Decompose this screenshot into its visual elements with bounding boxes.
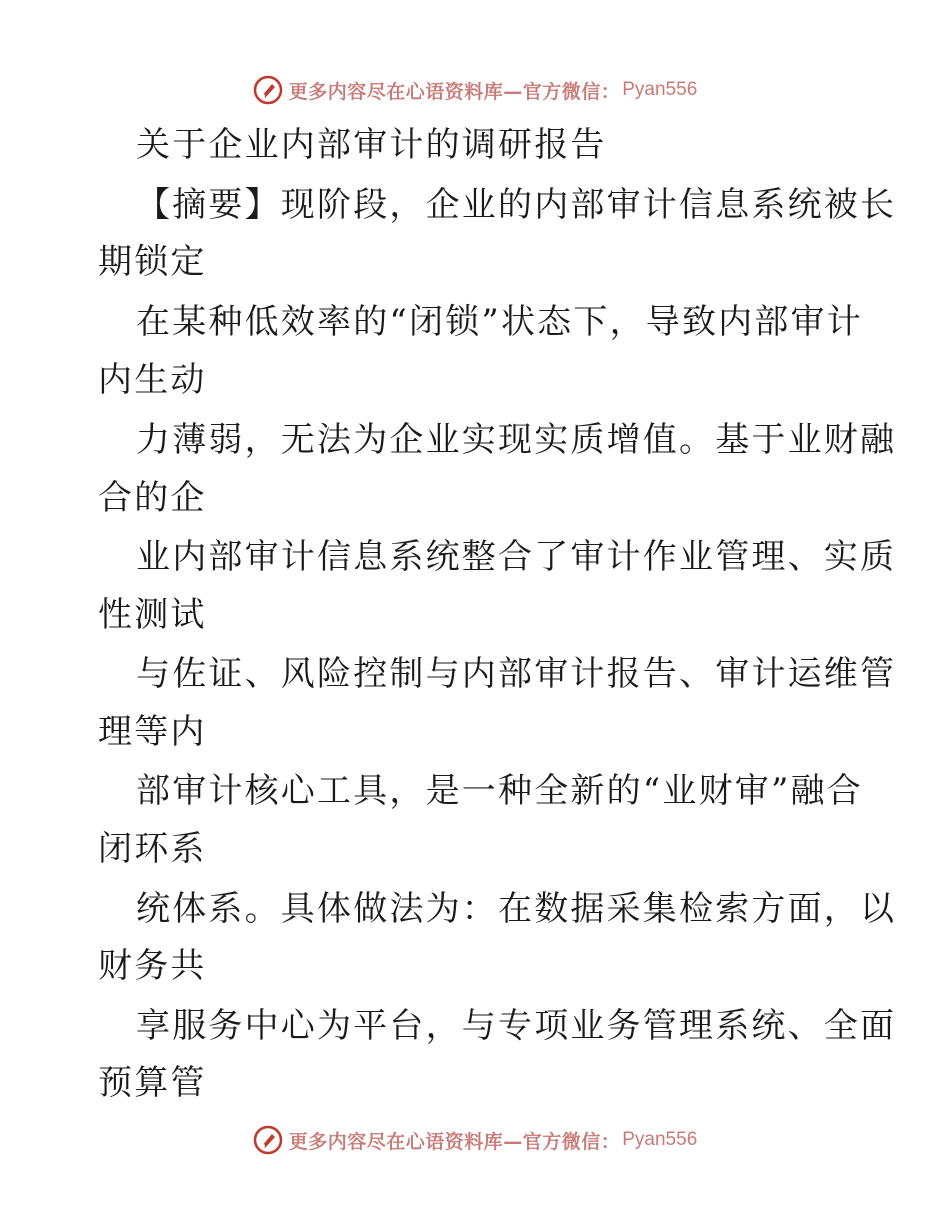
pen-nib-logo-icon bbox=[253, 1125, 283, 1155]
text-line: 闭环系 bbox=[98, 829, 207, 869]
text-line: 【摘要】现阶段，企业的内部审计信息系统被长 bbox=[136, 185, 897, 225]
watermark-banner-bottom bbox=[0, 1120, 950, 1160]
text-line: 性测试 bbox=[98, 595, 207, 635]
text-line: 合的企 bbox=[98, 478, 207, 518]
watermark-banner-top bbox=[0, 70, 950, 110]
text-line: 财务共 bbox=[98, 946, 207, 986]
text-line: 在某种低效率的“闭锁”状态下，导致内部审计 bbox=[136, 302, 863, 342]
text-line: 部审计核心工具，是一种全新的“业财审”融合 bbox=[136, 771, 863, 811]
text-line: 内生动 bbox=[98, 360, 207, 400]
watermark-wechat-id: Pyan556 bbox=[622, 79, 698, 100]
text-line: 统体系。具体做法为：在数据采集检索方面，以 bbox=[136, 889, 897, 929]
text-line: 理等内 bbox=[98, 712, 207, 752]
watermark-text: 更多内容尽在心语资料库—官方微信： bbox=[288, 1130, 621, 1153]
text-line: 期锁定 bbox=[98, 242, 207, 282]
document-title: 关于企业内部审计的调研报告 bbox=[136, 125, 607, 165]
text-line: 预算管 bbox=[98, 1063, 207, 1103]
pen-nib-logo-icon bbox=[253, 75, 283, 105]
text-line: 力薄弱，无法为企业实现实质增值。基于业财融 bbox=[136, 420, 897, 460]
text-line: 享服务中心为平台，与专项业务管理系统、全面 bbox=[136, 1006, 897, 1046]
watermark-wechat-id: Pyan556 bbox=[622, 1129, 698, 1150]
text-line: 与佐证、风险控制与内部审计报告、审计运维管 bbox=[136, 654, 897, 694]
text-line: 业内部审计信息系统整合了审计作业管理、实质 bbox=[136, 537, 897, 577]
watermark-text: 更多内容尽在心语资料库—官方微信： bbox=[288, 80, 621, 103]
